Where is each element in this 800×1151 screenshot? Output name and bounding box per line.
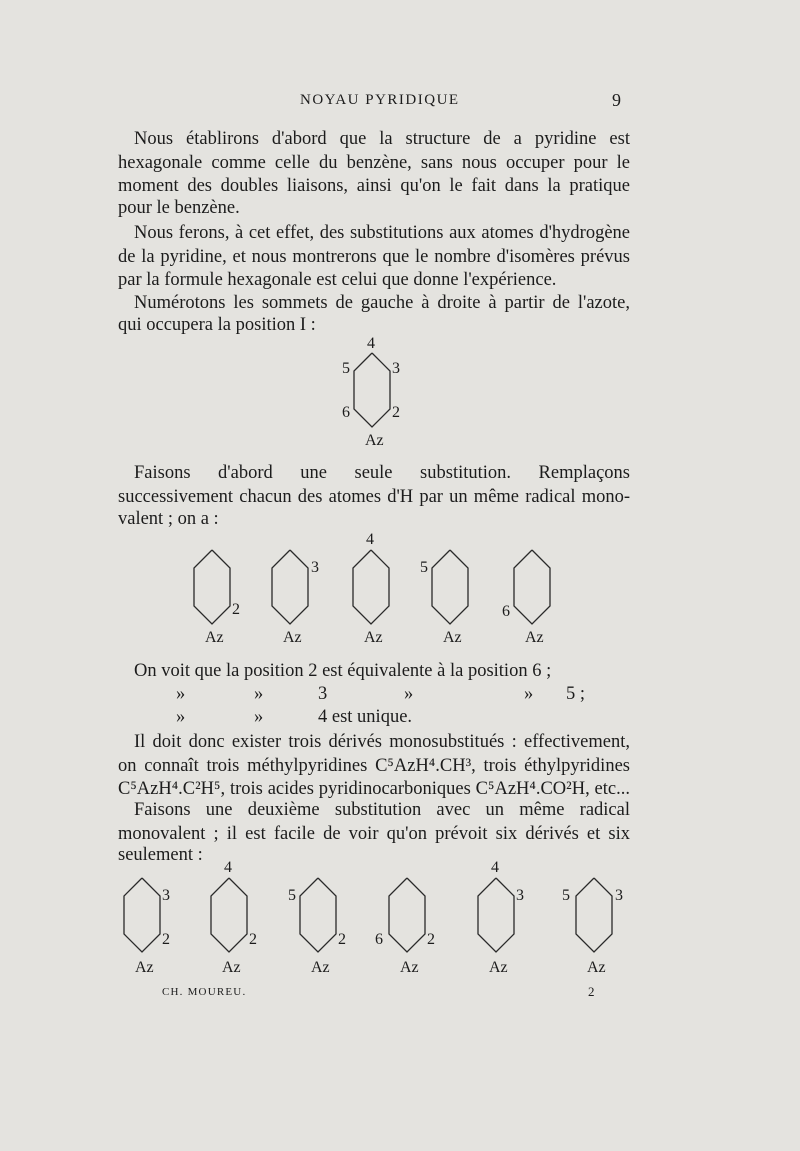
di-substituted-3-4 — [470, 858, 540, 978]
author-signature: CH. MOUREU. — [162, 986, 247, 998]
nitrogen-label: Az — [283, 629, 302, 646]
di-substituted-3-5 — [558, 858, 630, 978]
nitrogen-label: Az — [222, 959, 241, 976]
position-4-label: 4 — [224, 859, 232, 876]
paragraph-1-last-line: pour le benzène. — [118, 198, 240, 218]
hexagon-ring — [389, 878, 425, 952]
position-5-label: 5 — [562, 887, 570, 904]
di-substituted-2-6 — [371, 858, 451, 978]
nitrogen-label: Az — [364, 629, 383, 646]
hexagon-ring — [300, 878, 336, 952]
ditto-mark: » — [176, 684, 186, 704]
nitrogen-label: Az — [587, 959, 606, 976]
di-substituted-2-3 — [116, 858, 186, 978]
position-number: 5 ; — [566, 684, 586, 704]
di-substituted-2-4 — [203, 858, 273, 978]
hexagon-ring — [353, 550, 389, 624]
position-3-label: 3 — [392, 360, 400, 377]
position-2-label: 2 — [392, 404, 400, 421]
position-4-label: 4 — [367, 335, 375, 352]
paragraph-5 — [118, 731, 630, 802]
nitrogen-label: Az — [135, 959, 154, 976]
nitrogen-label: Az — [400, 959, 419, 976]
paragraph-6-last-line: seulement : — [118, 845, 203, 865]
position-2-label: 2 — [232, 601, 240, 618]
position-4-label: 4 — [366, 531, 374, 548]
position-number: 3 — [318, 684, 328, 704]
page-number: 9 — [612, 90, 621, 110]
running-header: NOYAU PYRIDIQUE — [300, 92, 460, 108]
nitrogen-label: Az — [311, 959, 330, 976]
position-5-label: 5 — [420, 559, 428, 576]
ditto-mark: » — [404, 684, 414, 704]
position-unique-text: 4 est unique. — [318, 707, 413, 727]
ditto-mark: » — [254, 684, 264, 704]
ditto-mark: » — [524, 684, 534, 704]
paragraph-4 — [118, 462, 630, 509]
nitrogen-label: Az — [205, 629, 224, 646]
paragraph-5-text: Il doit donc exister trois dérivés monosubstitués : effectivement, on connaît trois méthylpyridines C⁵AzH⁴.CH³, trois éthylpyridines C⁵AzH⁴.C²H⁵, trois acides pyridinocarboniques C⁵AzH⁴.CO²H, etc... — [118, 732, 630, 800]
position-2-label: 2 — [249, 931, 257, 948]
hexagon-ring — [211, 878, 247, 952]
paragraph-6-text: Faisons une deuxième substitution avec un même radical monovalent ; il est facile de voir qu'on prévoit six dérivés et six — [118, 800, 630, 844]
signature-mark: 2 — [588, 984, 595, 999]
mono-substituted-4 — [345, 530, 407, 650]
ditto-mark: » — [176, 707, 186, 727]
position-5-label: 5 — [288, 887, 296, 904]
ditto-mark: » — [254, 707, 264, 727]
mono-substituted-2 — [186, 530, 248, 650]
position-3-label: 3 — [162, 887, 170, 904]
hexagon-ring — [478, 878, 514, 952]
equivalence-line-1: On voit que la position 2 est équivalente à la position 6 ; — [134, 661, 552, 681]
nitrogen-label: Az — [443, 629, 462, 646]
hexagon-ring — [514, 550, 550, 624]
mono-substituted-6 — [498, 530, 568, 650]
nitrogen-label: Az — [525, 629, 544, 646]
paragraph-4-text: Faisons d'abord une seule substitution. Remplaçons successivement chacun des atomes d'H par un même radical mono- — [118, 463, 630, 507]
paragraph-6 — [118, 799, 630, 846]
position-6-label: 6 — [342, 404, 350, 421]
paragraph-3-last-line: qui occupera la position I : — [118, 315, 316, 335]
di-substituted-2-5 — [282, 858, 362, 978]
position-6-label: 6 — [375, 931, 383, 948]
mono-substituted-3 — [264, 530, 334, 650]
paragraph-3 — [118, 292, 630, 316]
hexagon-ring — [354, 353, 390, 427]
paragraph-3-text: Numérotons les sommets de gauche à droite à partir de l'azote, — [134, 293, 630, 313]
mono-substituted-5 — [416, 530, 486, 650]
hexagon-ring — [272, 550, 308, 624]
position-3-label: 3 — [615, 887, 623, 904]
position-2-label: 2 — [427, 931, 435, 948]
position-5-label: 5 — [342, 360, 350, 377]
hexagon-ring — [576, 878, 612, 952]
paragraph-4-last-line: valent ; on a : — [118, 509, 219, 529]
hexagon-ring — [194, 550, 230, 624]
paragraph-2 — [118, 222, 630, 293]
position-4-label: 4 — [491, 859, 499, 876]
paragraph-1-text: Nous établirons d'abord que la structure de a pyridine est hexagonale comme celle du benzène, sans nous occuper pour le moment des doubles liaisons, ainsi qu'on le fait dans la pratique — [118, 129, 630, 197]
pyridine-numbered-diagram — [330, 335, 420, 455]
nitrogen-label: Az — [489, 959, 508, 976]
nitrogen-label: Az — [365, 432, 384, 449]
paragraph-2-text: Nous ferons, à cet effet, des substitutions aux atomes d'hydrogène de la pyridine, et nous montrerons que le nombre d'isomères prévus par la formule hexagonale est celui que donne l'expérience. — [118, 223, 630, 291]
position-6-label: 6 — [502, 603, 510, 620]
position-3-label: 3 — [516, 887, 524, 904]
hexagon-ring — [124, 878, 160, 952]
position-2-label: 2 — [162, 931, 170, 948]
paragraph-1 — [118, 128, 630, 199]
position-2-label: 2 — [338, 931, 346, 948]
hexagon-ring — [432, 550, 468, 624]
position-3-label: 3 — [311, 559, 319, 576]
